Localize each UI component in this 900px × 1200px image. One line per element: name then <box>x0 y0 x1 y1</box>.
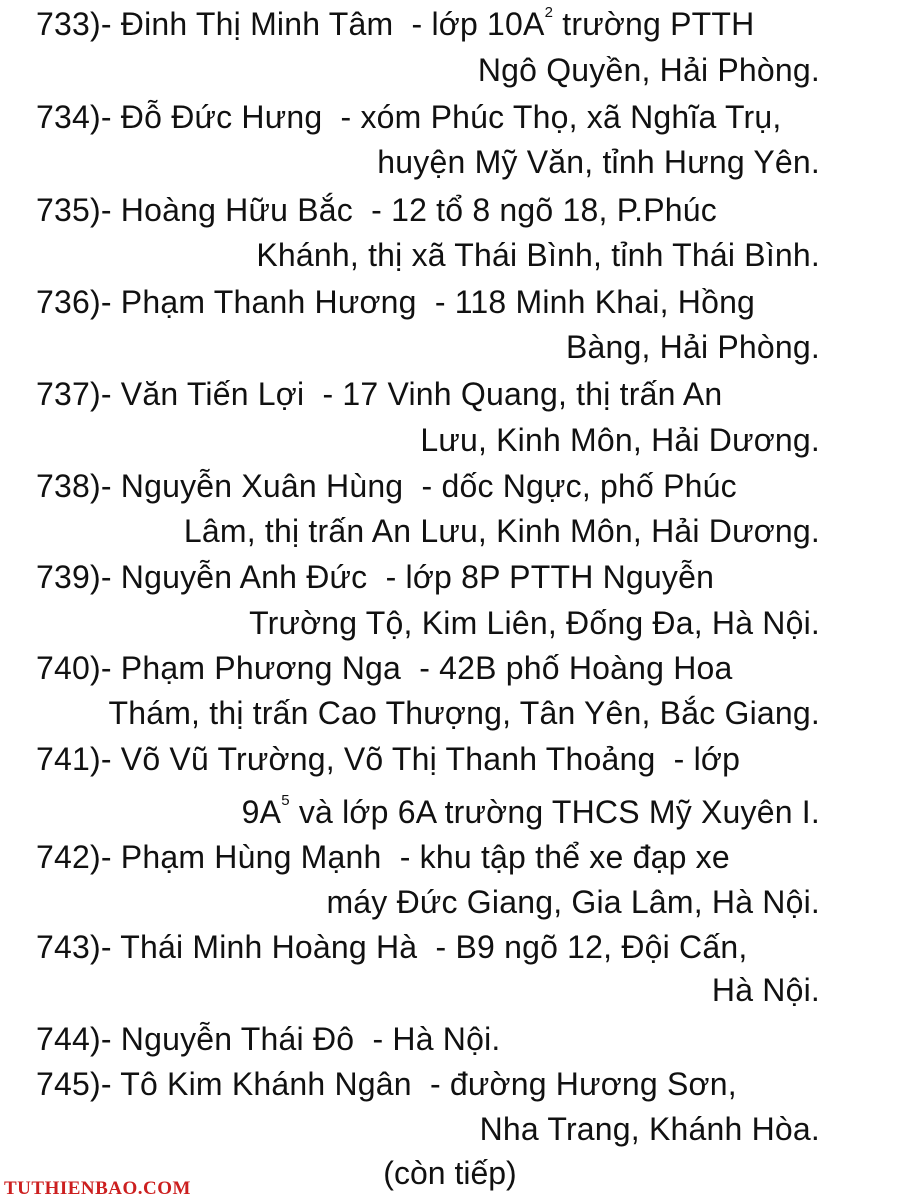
entry-name: Thái Minh Hoàng Hà <box>120 929 418 965</box>
entry-continuation: Lưu, Kinh Môn, Hải Dương. <box>420 422 820 458</box>
list-entry-line <box>36 4 754 44</box>
entry-continuation-text: và lớp 6A trường THCS Mỹ Xuyên I. <box>289 794 820 830</box>
entry-number: 737)- <box>36 376 112 412</box>
list-entry-line <box>36 190 717 230</box>
entry-number: 735)- <box>36 192 112 228</box>
entry-number: 733)- <box>36 6 112 42</box>
entry-continuation: máy Đức Giang, Gia Lâm, Hà Nội. <box>326 884 820 920</box>
list-entry-line <box>36 1019 501 1059</box>
entry-number: 740)- <box>36 650 112 686</box>
entry-name: Phạm Thanh Hương <box>120 284 417 320</box>
list-entry-line <box>36 648 733 688</box>
entry-continuation: Bàng, Hải Phòng. <box>565 329 820 365</box>
entry-detail: - 12 tổ 8 ngõ 18, P.Phúc <box>371 192 717 228</box>
entry-continuation: Trường Tộ, Kim Liên, Đống Đa, Hà Nội. <box>249 605 820 641</box>
entry-detail: - Hà Nội. <box>372 1021 501 1057</box>
entry-detail: - 42B phố Hoàng Hoa <box>419 650 733 686</box>
entry-continuation: Lâm, thị trấn An Lưu, Kinh Môn, Hải Dương. <box>183 513 820 549</box>
entry-detail: - lớp 10A <box>411 6 545 42</box>
entry-continuation: Ngô Quyền, Hải Phòng. <box>477 52 820 88</box>
entry-continuation: Khánh, thị xã Thái Bình, tỉnh Thái Bình. <box>256 237 820 273</box>
entry-detail: - 118 Minh Khai, Hồng <box>434 284 756 320</box>
entry-name: Văn Tiến Lợi <box>120 376 305 412</box>
entry-name: Hoàng Hữu Bắc <box>120 192 353 228</box>
entry-detail: - dốc Ngực, phố Phúc <box>421 468 737 504</box>
list-entry-line <box>36 466 737 506</box>
entry-detail: - đường Hương Sơn, <box>429 1066 737 1102</box>
entry-name: Nguyễn Anh Đức <box>120 559 368 595</box>
entry-detail: - xóm Phúc Thọ, xã Nghĩa Trụ, <box>340 99 782 135</box>
entry-continuation: huyện Mỹ Văn, tỉnh Hưng Yên. <box>377 144 820 180</box>
entry-name: Nguyễn Xuân Hùng <box>120 468 404 504</box>
entry-continuation: Nha Trang, Khánh Hòa. <box>479 1111 820 1147</box>
entry-continuation: Thám, thị trấn Cao Thượng, Tân Yên, Bắc Giang. <box>108 695 820 731</box>
entry-name: Võ Vũ Trường, Võ Thị Thanh Thoảng <box>120 741 656 777</box>
entry-number: 745)- <box>36 1066 112 1102</box>
entry-number: 739)- <box>36 559 112 595</box>
entry-detail: - 17 Vinh Quang, thị trấn An <box>322 376 723 412</box>
superscript: 5 <box>281 792 290 810</box>
entry-detail: - lớp 8P PTTH Nguyễn <box>385 559 715 595</box>
continued-note: (còn tiếp) <box>383 1155 517 1191</box>
entry-detail: - khu tập thể xe đạp xe <box>399 839 730 875</box>
entry-number: 738)- <box>36 468 112 504</box>
list-entry-line <box>36 927 747 967</box>
list-entry-line <box>36 557 714 597</box>
entry-number: 743)- <box>36 929 112 965</box>
site-watermark: TUTHIENBAO.COM <box>4 1178 191 1199</box>
entry-number: 734)- <box>36 99 112 135</box>
entry-continuation <box>242 792 820 832</box>
entry-name: Tô Kim Khánh Ngân <box>120 1066 412 1102</box>
list-entry-line <box>36 282 755 322</box>
list-entry-line <box>36 97 782 137</box>
entry-number: 736)- <box>36 284 112 320</box>
entry-name: Phạm Hùng Mạnh <box>120 839 382 875</box>
entry-detail: - B9 ngõ 12, Đội Cấn, <box>435 929 748 965</box>
entry-number: 742)- <box>36 839 112 875</box>
entry-continuation-text: 9A <box>241 794 282 830</box>
entry-number: 744)- <box>36 1021 112 1057</box>
entry-detail: - lớp <box>673 741 741 777</box>
entry-continuation: Hà Nội. <box>711 972 820 1008</box>
list-entry-line <box>36 739 740 779</box>
entry-name: Nguyễn Thái Đô <box>120 1021 355 1057</box>
list-entry-line <box>36 837 730 877</box>
entry-name: Đỗ Đức Hưng <box>120 99 323 135</box>
entry-number: 741)- <box>36 741 112 777</box>
list-entry-line <box>36 374 722 414</box>
entry-detail: trường PTTH <box>553 6 755 42</box>
entry-name: Phạm Phương Nga <box>120 650 402 686</box>
entry-name: Đinh Thị Minh Tâm <box>120 6 394 42</box>
superscript: 2 <box>544 4 554 22</box>
list-entry-line <box>36 1064 737 1104</box>
